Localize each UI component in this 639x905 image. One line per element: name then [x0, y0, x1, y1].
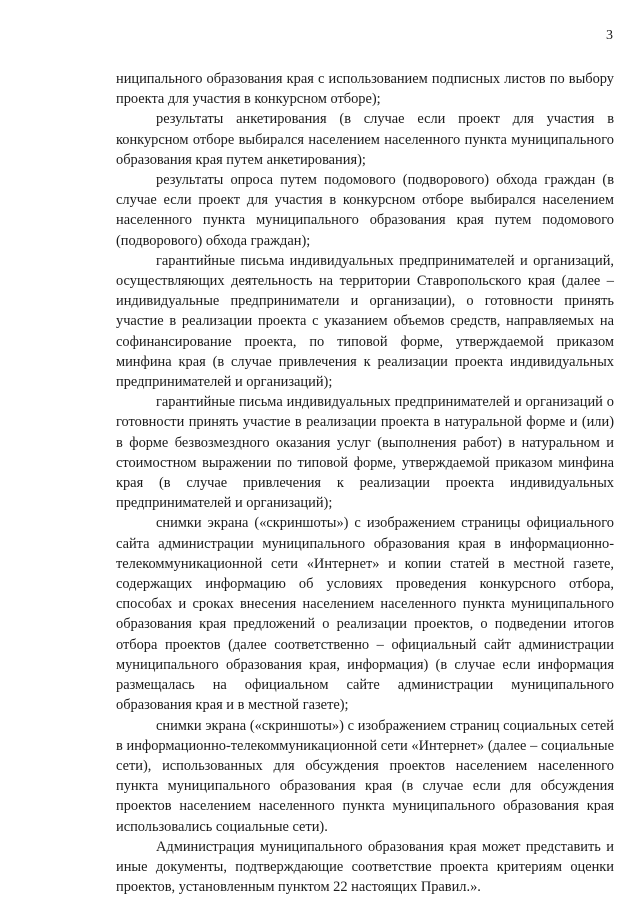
paragraph: гарантийные письма индивидуальных предпринимателей и организаций, осуществляющих деятельность на территории Ставропольского края (далее – индивидуальные предприниматели и организации), о готовности принять участие в реализации проекта с указанием объемов средств, направляемых на софинансирование проекта, по типовой форме, утверждаемой приказом минфина края (в случае привлечения к реализации проекта индивидуальных предпринимателей и организаций); [116, 252, 614, 391]
paragraph: Администрация муниципального образования края может представить и иные документы, подтверждающие соответствие проекта критериям оценки проектов, установленным пунктом 22 настоящих Правил.». [116, 838, 614, 896]
page-number: 3 [606, 28, 613, 43]
paragraph: гарантийные письма индивидуальных предпринимателей и организаций о готовности принять участие в реализации проекта в натуральной форме и (или) в форме безвозмездного оказания услуг (выполнения работ) в натуральном и стоимостном выражении по типовой форме, утверждаемой приказом минфина края (в случае привлечения к реализации проекта индивидуальных предпринимателей и организаций); [116, 394, 614, 512]
paragraph: снимки экрана («скриншоты») с изображением страницы официального сайта администрации муниципального образования края в информационно-телекоммуникационной сети «Интернет» и копии статей в местной газете, содержащих информацию об условиях проведения конкурсного отбора, способах и сроках внесения населением населенного пункта муниципального образования края предложений о реализации проектов, о подведении итогов отбора проектов (далее соответственно – официальный сайт администрации муниципального образования края, информация) (в случае если информация размещалась на официальном сайте администрации муниципального образования края и в местной газете); [116, 515, 614, 714]
paragraph: результаты опроса путем подомового (подворового) обхода граждан (в случае если проект для участия в конкурсном отборе выбирался населением населенного пункта муниципального образования края путем подомового (подворового) обхода граждан); [116, 172, 614, 249]
document-body [116, 69, 614, 897]
paragraph: снимки экрана («скриншоты») с изображением страниц социальных сетей в информационно-телекоммуникационной сети «Интернет» (далее – социальные сети), использованных для обсуждения проектов населением населенного пункта муниципального образования края (в случае если для обсуждения проектов населением населенного пункта муниципального образования края использовались социальные сети). [116, 717, 614, 835]
paragraph: ниципального образования края с использованием подписных листов по выбору проекта для участия в конкурсном отборе); [116, 71, 614, 108]
paragraph: результаты анкетирования (в случае если проект для участия в конкурсном отборе выбирался населением населенного пункта муниципального образования края путем анкетирования); [116, 111, 614, 168]
